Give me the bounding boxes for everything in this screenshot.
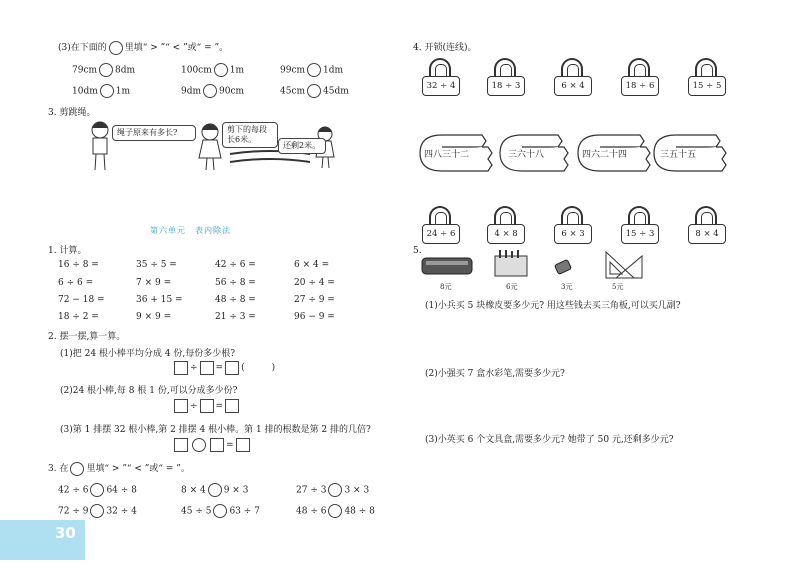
price-label: 3元 — [561, 283, 573, 291]
padlock[interactable]: 15 ÷ 5 — [688, 58, 726, 98]
sticks-question-2: (2)24 根小棒,每 8 根 1 份,可以分成多少份? — [60, 386, 238, 396]
speech-bubble: 剪下的每段长6米。 — [222, 122, 278, 148]
compare-item: 72 ÷ 9 32 ÷ 4 — [58, 504, 137, 518]
key-label[interactable]: 三五十五 — [660, 150, 697, 160]
sticks-heading: 2. 摆一摆,算一算。 — [48, 332, 126, 342]
key-label[interactable]: 四六二十四 — [582, 150, 628, 160]
calc-item: 36 + 15 = — [136, 295, 183, 305]
calc-item: 72 − 18 = — [58, 295, 105, 305]
calc-item: 56 ÷ 8 = — [215, 278, 256, 288]
speech-bubble: 还剩2米。 — [278, 138, 326, 154]
answer-box[interactable] — [174, 399, 188, 413]
key-label[interactable]: 四八三十二 — [424, 150, 470, 160]
compare2-heading: 3. 在 里填“ > ”“ < ”或“ = ”。 — [48, 461, 190, 476]
answer-box[interactable] — [200, 399, 214, 413]
sticks-question-3: (3)第 1 排摆 32 根小棒,第 2 排摆 4 根小棒。第 1 排的根数是第 2 排的几倍? — [60, 425, 371, 435]
calc-item: 9 × 9 = — [136, 312, 172, 322]
key-label[interactable]: 三六十八 — [508, 150, 545, 160]
compare-circle[interactable] — [203, 84, 217, 98]
girl-figure-icon — [199, 124, 221, 170]
unit-title: 第六单元 表内除法 — [150, 226, 231, 235]
stationery-images — [420, 248, 660, 282]
answer-box[interactable] — [225, 399, 239, 413]
answer-box[interactable] — [174, 438, 188, 452]
compare-item: 27 ÷ 3 3 × 3 — [296, 483, 369, 497]
answer-box[interactable] — [200, 361, 214, 375]
compare-circle[interactable] — [307, 84, 321, 98]
padlock[interactable]: 18 ÷ 6 — [621, 58, 659, 98]
compare-item: 79cm 8dm — [72, 63, 135, 77]
compare-circle[interactable] — [90, 504, 104, 518]
calc-item: 21 ÷ 3 = — [215, 312, 256, 322]
page-number: 30 — [55, 524, 76, 542]
calc-item: 6 × 4 = — [294, 260, 330, 270]
calc-item: 18 ÷ 2 = — [58, 312, 99, 322]
calc-heading: 1. 计算。 — [48, 246, 87, 256]
locks-heading: 4. 开锁(连线)。 — [413, 43, 477, 53]
calc-item: 96 − 9 = — [294, 312, 335, 322]
answer-box[interactable] — [225, 361, 239, 375]
padlock[interactable]: 6 × 3 — [554, 206, 592, 246]
calc-item: 48 ÷ 8 = — [215, 295, 256, 305]
price-label: 6元 — [506, 283, 518, 291]
calc-item: 6 ÷ 6 = — [58, 278, 94, 288]
compare-heading: (3)在下面的 里填“ > ”“ < ”或“ = ”。 — [58, 40, 228, 55]
compare-item: 100cm 1m — [181, 63, 244, 77]
compare-item: 8 × 4 9 × 3 — [181, 483, 248, 497]
padlock[interactable]: 6 × 4 — [554, 58, 592, 98]
compare-item: 45cm 45dm — [280, 84, 349, 98]
padlock[interactable]: 8 × 4 — [688, 206, 726, 246]
calc-item: 16 ÷ 8 = — [58, 260, 99, 270]
calc-item: 27 ÷ 9 = — [294, 295, 335, 305]
padlock[interactable]: 4 × 8 — [487, 206, 525, 246]
circle-blank-icon — [109, 41, 123, 55]
price-label: 5元 — [612, 283, 624, 291]
compare-circle[interactable] — [214, 63, 228, 77]
stationery-question-3: (3)小英买 6 个文具盒,需要多少元? 她带了 50 元,还剩多少元? — [425, 435, 674, 445]
speech-bubble: 绳子原来有多长? — [112, 125, 196, 141]
answer-box[interactable] — [236, 438, 250, 452]
padlock[interactable]: 24 ÷ 6 — [422, 206, 460, 246]
stationery-question-2: (2)小强买 7 盒水彩笔,需要多少元? — [425, 369, 565, 379]
answer-row-1: ÷ = ( ) — [172, 360, 275, 375]
sticks-question-1: (1)把 24 根小棒平均分成 4 份,每份多少根? — [60, 349, 236, 359]
rope-heading: 3. 剪跳绳。 — [48, 108, 96, 118]
circle-blank-icon — [70, 462, 84, 476]
watercolor-pen-box-icon — [495, 250, 527, 276]
boy-figure-icon — [92, 122, 108, 170]
answer-row-3: = — [172, 438, 252, 452]
compare-circle[interactable] — [328, 504, 342, 518]
answer-box[interactable] — [210, 438, 224, 452]
padlock[interactable]: 15 ÷ 3 — [621, 206, 659, 246]
compare-item: 9dm 90cm — [181, 84, 244, 98]
compare-circle[interactable] — [307, 63, 321, 77]
stationery-heading: 5. — [413, 246, 422, 256]
compare-item: 42 ÷ 6 64 ÷ 8 — [58, 483, 137, 497]
calc-item: 42 ÷ 6 = — [215, 260, 256, 270]
calc-item: 35 ÷ 5 = — [136, 260, 177, 270]
answer-box[interactable] — [174, 361, 188, 375]
compare-circle[interactable] — [208, 483, 222, 497]
triangle-ruler-icon — [606, 252, 642, 278]
compare-circle[interactable] — [100, 84, 114, 98]
stationery-question-1: (1)小兵买 5 块橡皮要多少元? 用这些钱去买三角板,可以买几副? — [425, 301, 681, 311]
compare-item: 45 ÷ 5 63 ÷ 7 — [181, 504, 260, 518]
answer-row-2: ÷ = — [172, 399, 241, 413]
compare-circle[interactable] — [90, 483, 104, 497]
pencil-case-icon — [422, 258, 472, 274]
compare-circle[interactable] — [213, 504, 227, 518]
compare-circle[interactable] — [99, 63, 113, 77]
compare-item: 99cm 1dm — [280, 63, 343, 77]
eraser-icon — [555, 260, 572, 275]
compare-item: 48 ÷ 6 48 ÷ 8 — [296, 504, 375, 518]
compare-circle[interactable] — [328, 483, 342, 497]
calc-item: 20 ÷ 4 = — [294, 278, 335, 288]
padlock[interactable]: 18 ÷ 3 — [487, 58, 525, 98]
compare-item: 10dm 1m — [72, 84, 130, 98]
price-label: 8元 — [440, 283, 452, 291]
padlock[interactable]: 32 ÷ 4 — [422, 58, 460, 98]
calc-item: 7 × 9 = — [136, 278, 172, 288]
operator-circle[interactable] — [192, 438, 206, 452]
